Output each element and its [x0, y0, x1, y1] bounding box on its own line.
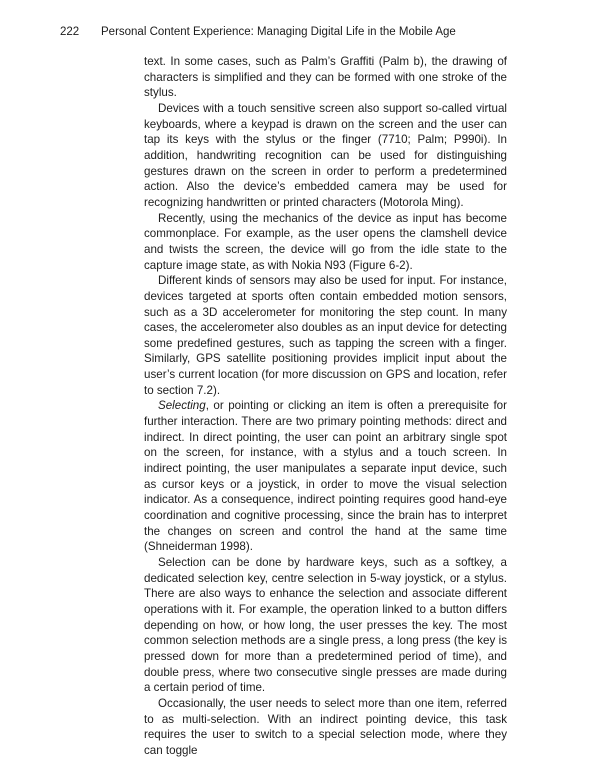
paragraph: Occasionally, the user needs to select more than one item, referred to as multi-selection. With an indirect pointing device, this task requires the user to switch to a special selection mode, where they can toggle	[144, 696, 507, 757]
running-title: Personal Content Experience: Managing Digital Life in the Mobile Age	[101, 26, 456, 38]
paragraph: text. In some cases, such as Palm’s Graffiti (Palm b), the drawing of characters is simplified and they can be formed with one stroke of the stylus.	[144, 55, 507, 100]
running-header	[60, 25, 560, 39]
paragraph: Recently, using the mechanics of the device as input has become commonplace. For example, as the user opens the clamshell device and twists the screen, the device will go from the idle state to the capture image state, as with Nokia N93 (Figure 6-2).	[144, 211, 507, 272]
page-number: 222	[60, 26, 80, 38]
paragraph: Devices with a touch sensitive screen also support so-called virtual keyboards, where a keypad is drawn on the screen and the user can tap its keys with the stylus or the finger (7710; Palm; P990i). In addition, handwriting recognition can be used for distinguishing gestures drawn on the screen in order to perform a predetermined action. Also the device’s embedded camera may be used for recognizing handwritten or printed characters (Motorola Ming).	[144, 101, 507, 209]
paragraph: Selection can be done by hardware keys, such as a softkey, a dedicated selection key, centre selection in 5-way joystick, or a stylus. There are also ways to enhance the selection and associate different operations with it. For example, the operation linked to a button differs depending on how, or how long, the user presses the key. The most common selection methods are a single press, a long press (the key is pressed down for more than a predetermined period of time), and double press, where two consecutive single presses are made during a certain period of time.	[144, 556, 507, 695]
paragraph: Different kinds of sensors may also be used for input. For instance, devices targeted at sports often contain embedded motion sensors, such as a 3D accelerometer for monitoring the step count. In many cases, the accelerometer also doubles as an input device for detecting some predefined gestures, such as tapping the screen with a finger. Similarly, GPS satellite positioning provides implicit input about the user’s current location (for more discussion on GPS and location, refer to section 7.2).	[144, 274, 507, 397]
paragraph-text: , or pointing or clicking an item is often a prerequisite for further interaction. There are two primary pointing methods: direct and indirect. In direct pointing, the user can point an arbitrary single spot on the screen, for instance, with a stylus and a touch screen. In indirect pointing, the user manipulates a separate input device, such as cursor keys or a joystick, in order to move the visual selection indicator. As a consequence, indirect pointing requires good hand-eye coordination and cognitive processing, since the brain has to interpret the changes on screen and control the hand at the same time (Shneiderman 1998).	[144, 399, 507, 554]
paragraph	[144, 398, 507, 555]
body-text	[144, 54, 507, 759]
emphasized-term: Selecting	[158, 399, 206, 413]
